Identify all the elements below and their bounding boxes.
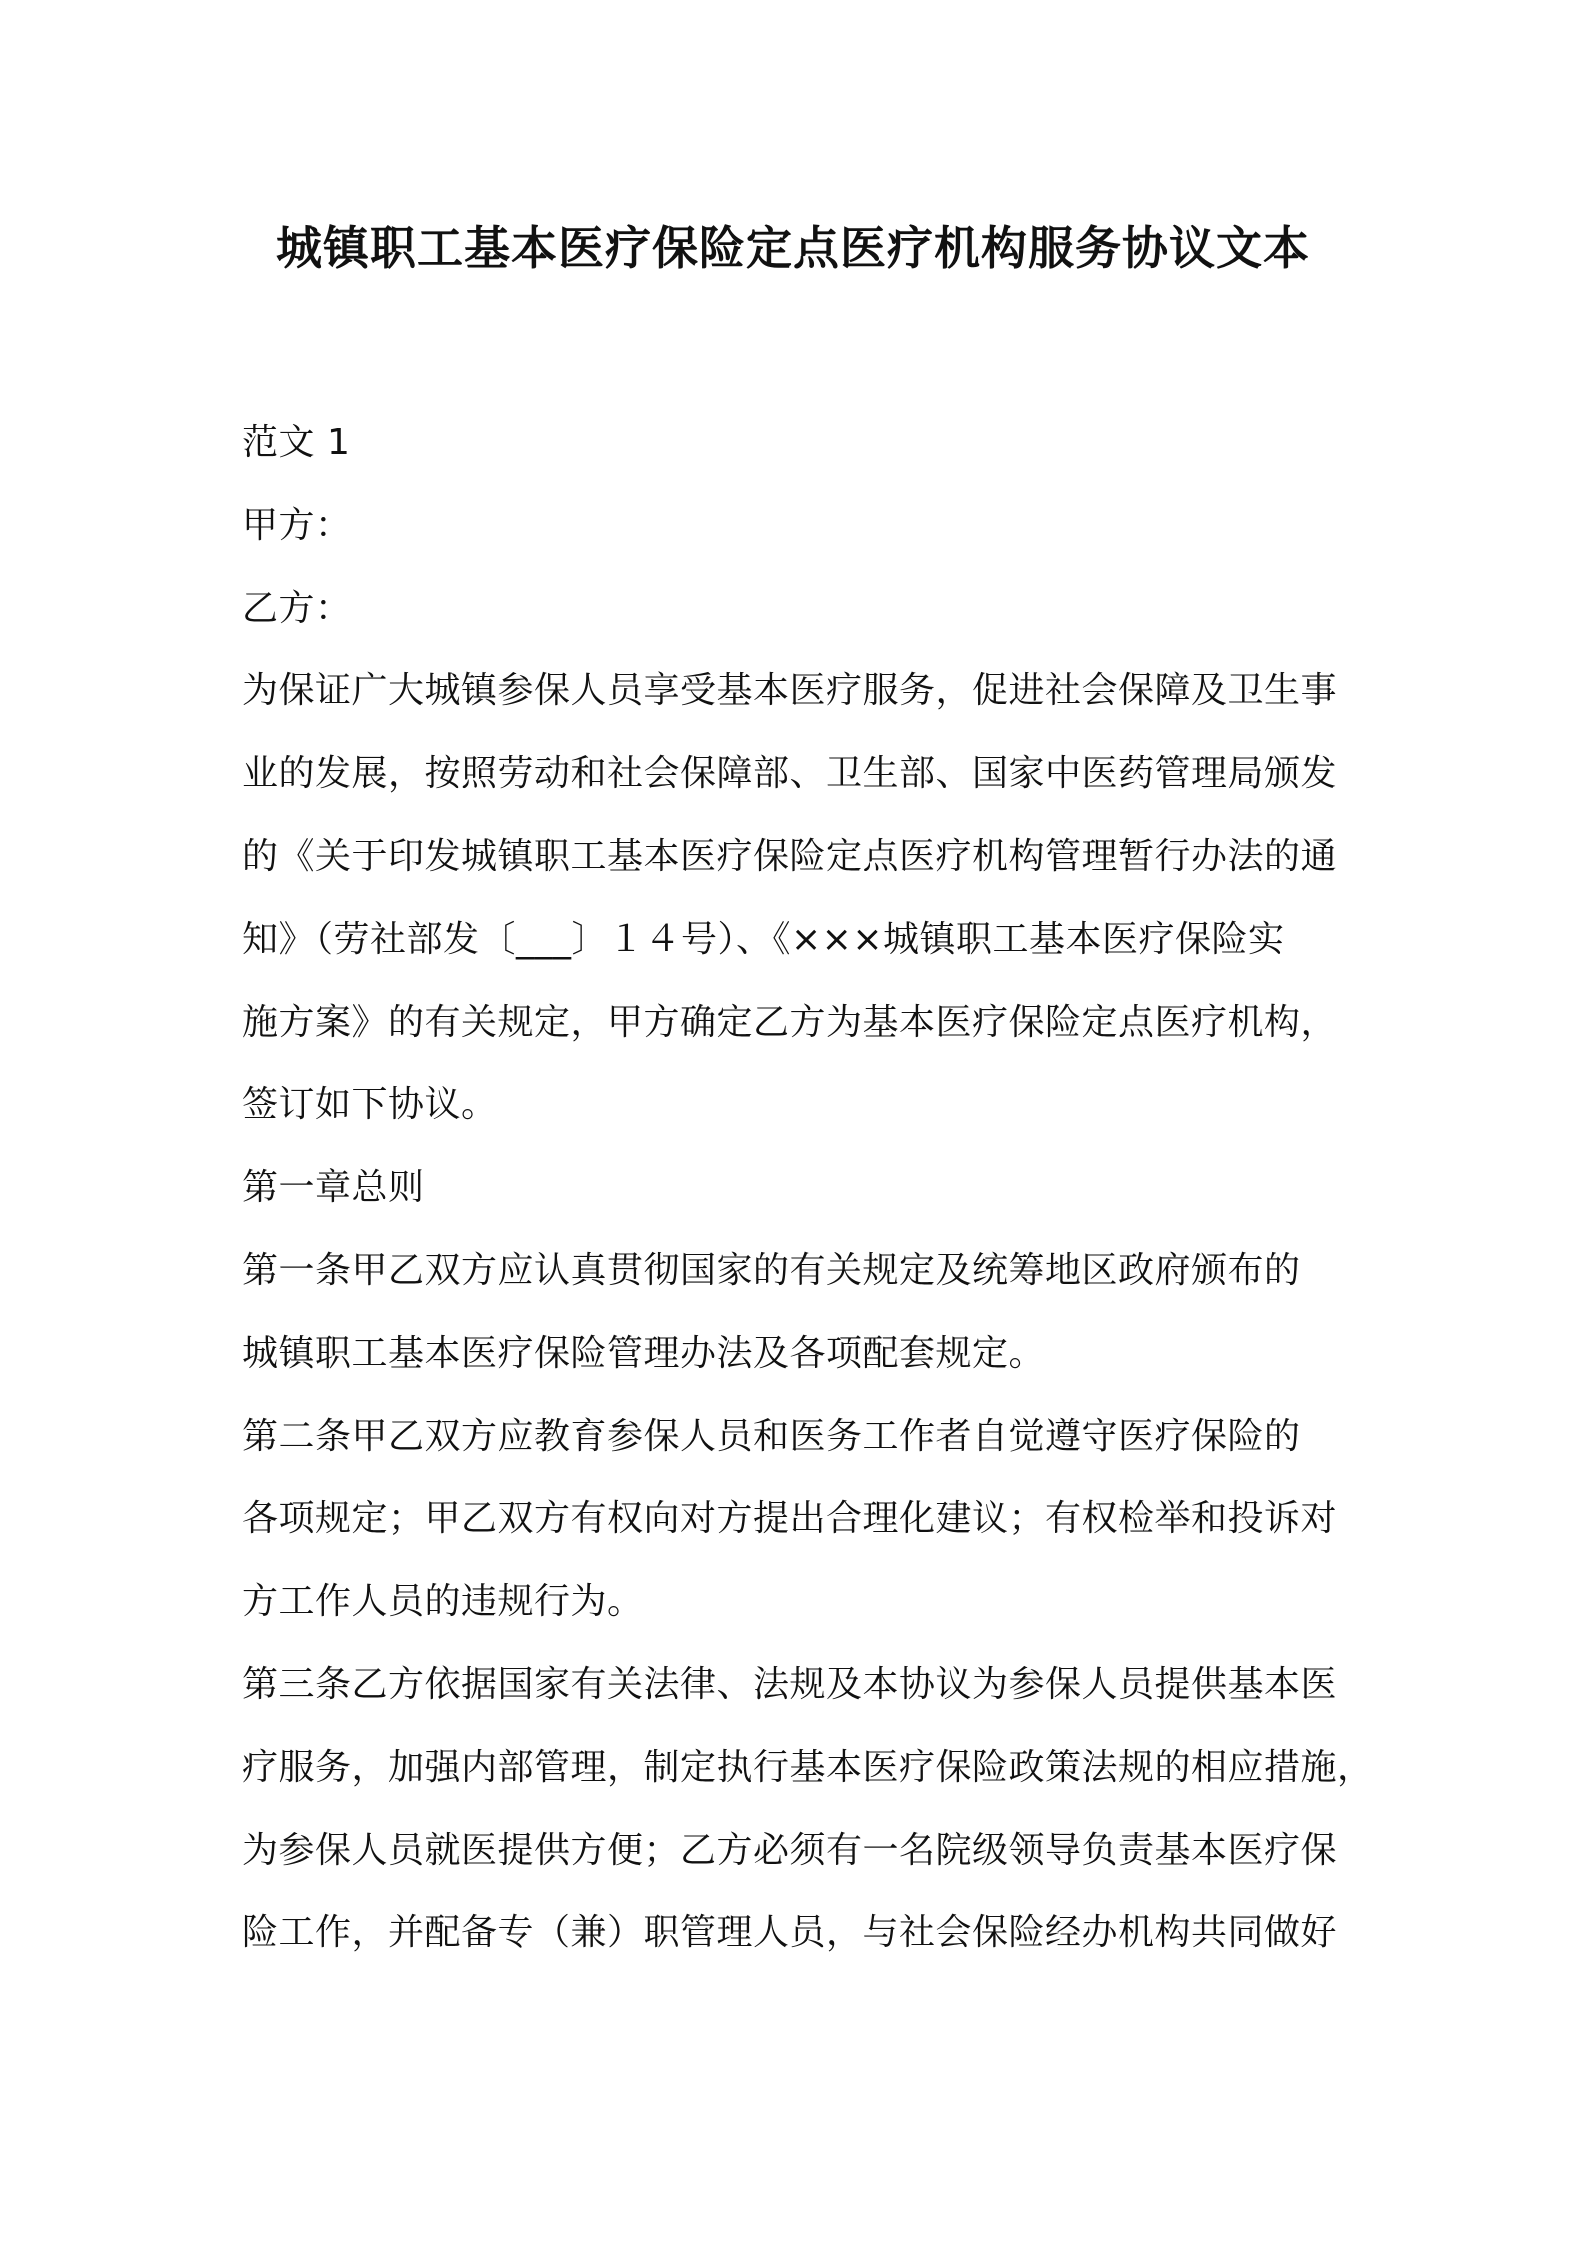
chapter-heading: 第一章总则: [242, 1167, 425, 1209]
body-line: 各项规定；甲乙双方有权向对方提出合理化建议；有权检举和投诉对: [242, 1498, 1338, 1540]
body-line: 施方案》的有关规定，甲方确定乙方为基本医疗保险定点医疗机构，: [242, 1001, 1338, 1043]
body-line: 甲方：: [242, 504, 352, 546]
body-line: 签订如下协议。: [242, 1084, 498, 1126]
body-line: 业的发展，按照劳动和社会保障部、卫生部、国家中医药管理局颁发: [242, 753, 1338, 795]
body-line: 为保证广大城镇参保人员享受基本医疗服务，促进社会保障及卫生事: [242, 670, 1338, 712]
body-line: 疗服务，加强内部管理，制定执行基本医疗保险政策法规的相应措施，: [242, 1746, 1374, 1788]
document-title: 城镇职工基本医疗保险定点医疗机构服务协议文本: [276, 221, 1310, 275]
body-line: 知》（劳社部发〔___〕１４号）、《×××城镇职工基本医疗保险实: [242, 918, 1285, 960]
body-line: 第一条甲乙双方应认真贯彻国家的有关规定及统筹地区政府颁布的: [242, 1249, 1301, 1291]
body-line: 乙方：: [242, 587, 352, 629]
body-line: 为参保人员就医提供方便；乙方必须有一名院级领导负责基本医疗保: [242, 1829, 1338, 1871]
body-line: 第三条乙方依据国家有关法律、法规及本协议为参保人员提供基本医: [242, 1663, 1338, 1705]
body-line: 的《关于印发城镇职工基本医疗保险定点医疗机构管理暂行办法的通: [242, 835, 1338, 877]
body-line: 险工作，并配备专（兼）职管理人员，与社会保险经办机构共同做好: [242, 1912, 1338, 1954]
body-line: 范文 1: [242, 422, 351, 463]
body-line: 城镇职工基本医疗保险管理办法及各项配套规定。: [242, 1332, 1046, 1374]
body-line: 方工作人员的违规行为。: [242, 1581, 644, 1623]
document-body: [242, 402, 1374, 1975]
body-line: 第二条甲乙双方应教育参保人员和医务工作者自觉遵守医疗保险的: [242, 1415, 1301, 1457]
